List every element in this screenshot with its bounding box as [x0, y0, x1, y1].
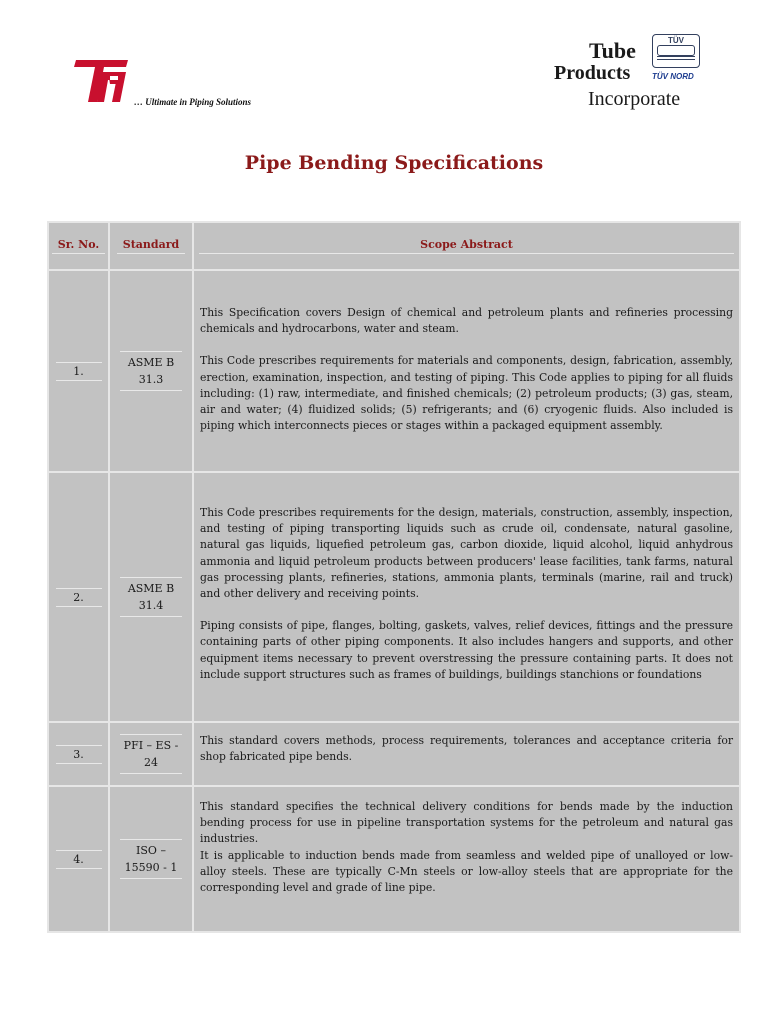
table-row [49, 271, 739, 471]
row-number: 3. [49, 723, 108, 785]
page-title: Pipe Bending Specifications [244, 152, 544, 174]
row-number: 2. [49, 473, 108, 721]
specifications-table [47, 221, 741, 933]
row-number: 1. [49, 271, 108, 471]
table-row [49, 787, 739, 931]
column-header-scope-abstract: Scope Abstract [194, 223, 739, 269]
company-name-line2: Products [554, 62, 631, 84]
row-standard: ASME B 31.3 [110, 271, 192, 471]
certification-body-label: TÜV NORD [652, 72, 694, 81]
row-scope-abstract [194, 271, 739, 471]
column-header-sr-no: Sr. No. [49, 223, 108, 269]
scope-paragraph: Piping consists of pipe, flanges, bolting, gaskets, valves, relief devices, fittings and the pressure containing parts of other piping components. It also includes hangers and supports, and other equipment items necessary to prevent overstressing the pressure containing parts. It does not include support structures such as frames of buildings, buildings stanchions or foundations [200, 619, 733, 681]
row-standard: PFI – ES - 24 [110, 723, 192, 785]
column-header-standard: Standard [110, 223, 192, 269]
company-name-block [554, 38, 714, 116]
table-row [49, 473, 739, 721]
scope-paragraph: This Code prescribes requirements for materials and components, design, fabrication, assembly, erection, examination, inspection, and testing of piping. This Code applies to piping for all fluids including: (1) raw, intermediate, and finished chemicals; (2) petroleum products; (3) gas, steam, air and water; (4) fluidized solids; (5) refrigerants; and (6) cryogenic fluids. Also included is piping which interconnects pieces or stages within a packaged equipment assembly. [200, 354, 733, 433]
scope-paragraph: This Code prescribes requirements for the design, materials, construction, assembly, inspection, and testing of piping transporting liquids such as crude oil, condensate, natural gasoline, natural gas liquids, liquefied petroleum gas, carbon dioxide, liquid alcohol, liquid anhydrous ammonia and liquid petroleum products between producers' lease facilities, tank farms, natural gas processing plants, refineries, stations, ammonia plants, terminals (marine, rail and truck) and other delivery and receiving points. [200, 506, 733, 601]
table-header-row [49, 223, 739, 269]
scope-paragraph: This Specification covers Design of chemical and petroleum plants and refineries processing chemicals and hydrocarbons, water and steam. [200, 306, 733, 336]
row-standard: ISO – 15590 - 1 [110, 787, 192, 931]
scope-paragraph: This standard covers methods, process requirements, tolerances and acceptance criteria for shop fabricated pipe bends. [200, 734, 733, 764]
scope-paragraph: This standard specifies the technical delivery conditions for bends made by the induction bending process for use in pipeline transportation systems for the petroleum and natural gas industries. It is applicable to induction bends made from seamless and welded pipe of unalloyed or low-alloy steels. These are typically C-Mn steels or low-alloy steels that are appropriate for the corresponding level and grade of line pipe. [200, 800, 733, 895]
tpi-logo-icon [70, 56, 130, 106]
table-row [49, 723, 739, 785]
row-scope-abstract [194, 473, 739, 721]
row-number: 4. [49, 787, 108, 931]
tagline: … Ultimate in Piping Solutions [134, 97, 252, 107]
company-name-line1: Tube [589, 38, 636, 63]
company-name-line3: Incorporate [588, 88, 681, 110]
certification-seal-text: TÜV [668, 36, 684, 45]
row-scope-abstract [194, 723, 739, 785]
row-scope-abstract [194, 787, 739, 931]
certification-seal-icon [652, 34, 700, 68]
company-logo [70, 56, 130, 106]
row-standard: ASME B 31.4 [110, 473, 192, 721]
